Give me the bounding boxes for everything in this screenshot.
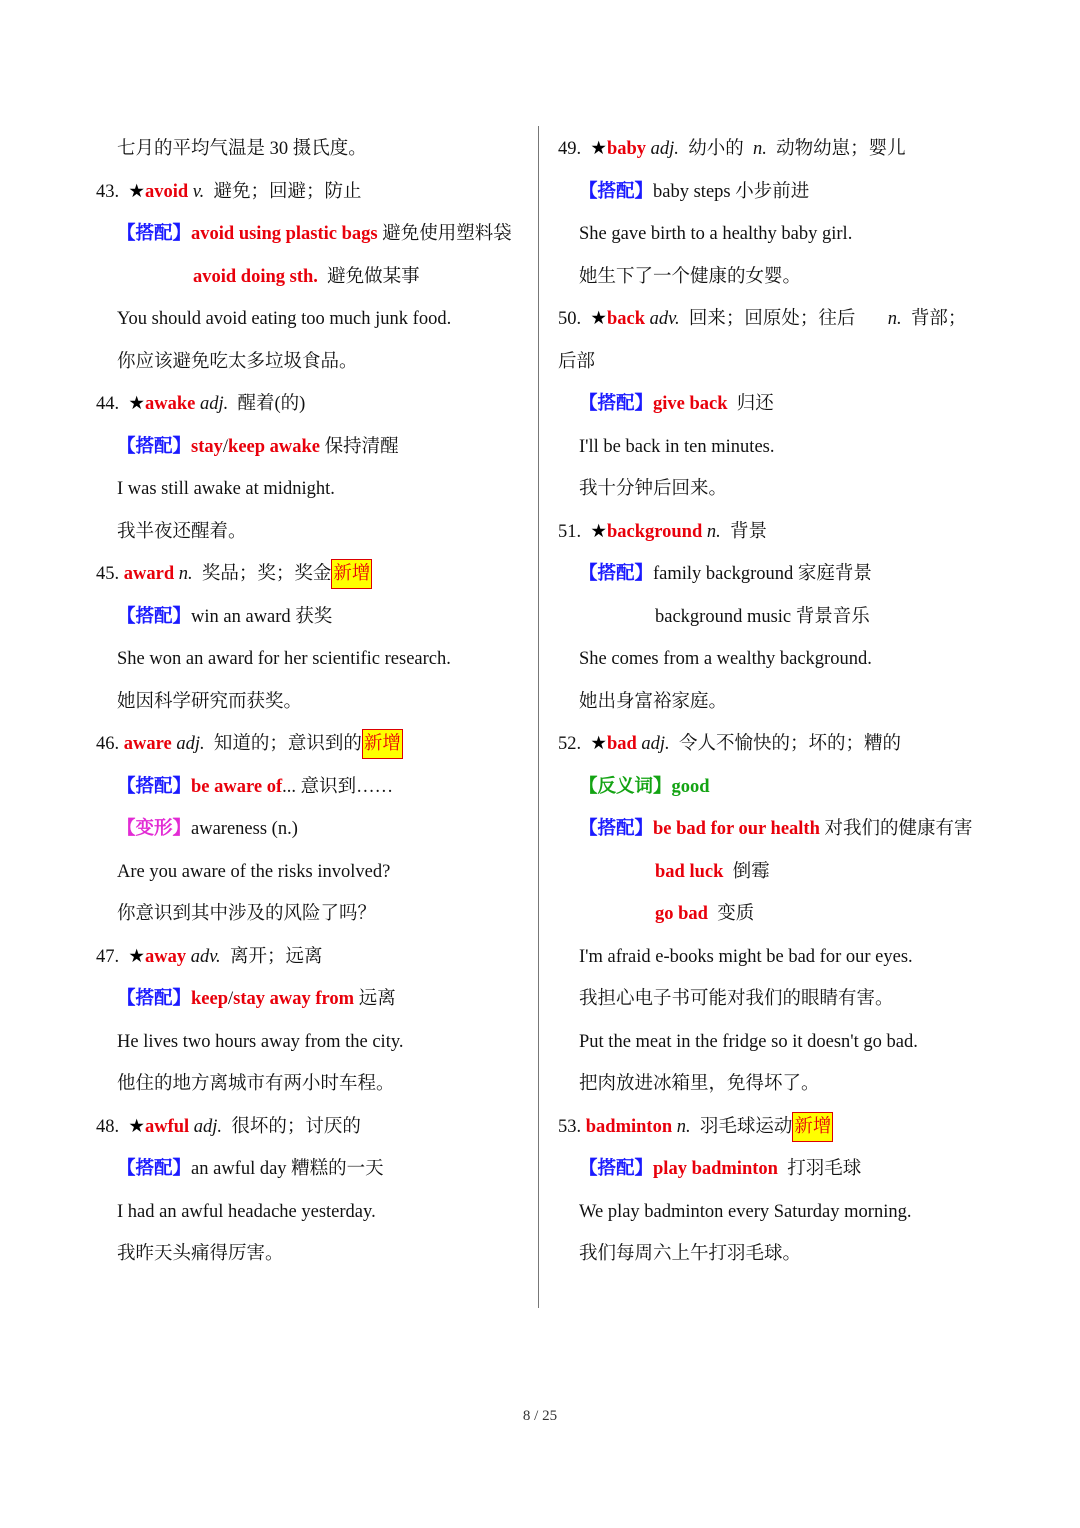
headword: awful [144, 1116, 190, 1137]
entry-52: 52. ★bad adj. 令人不愉快的；坏的；糟的 [558, 734, 901, 754]
entry-49: 49. ★baby adj. 幼小的 n. 动物幼崽；婴儿 [558, 139, 906, 159]
entry-45: 45. award n. 奖品；奖；奖金 新增 [96, 553, 528, 596]
headword: aware [123, 734, 172, 754]
entry-43: 43. ★avoid v. 避免；回避；防止 [96, 181, 362, 202]
example-sentence: Are you aware of the risks involved? [117, 861, 391, 882]
star-icon: ★ [128, 946, 145, 967]
antonym: 【反义词】good [579, 776, 710, 797]
example-translation: 七月的平均气温是 30 摄氏度。 [117, 139, 367, 159]
example-translation: 我们每周六上午打羽毛球。 [579, 1244, 802, 1264]
collocation: bad luck 倒霉 [655, 861, 770, 882]
example-translation: 我昨天头痛得厉害。 [117, 1244, 284, 1264]
example-sentence: You should avoid eating too much junk food. [117, 309, 452, 329]
entry-50: 50. ★back adv. 回来；回原处；往后 n. 背部； [558, 309, 967, 329]
example-translation: 你意识到其中涉及的风险了吗？ [117, 904, 377, 924]
collocation: 【搭配】be bad for our health 对我们的健康有害 [579, 819, 973, 839]
headword: baby [606, 139, 647, 159]
headword: bad [606, 734, 637, 754]
star-icon: ★ [590, 734, 607, 754]
collocation: background music 背景音乐 [655, 606, 870, 627]
collocation: 【搭配】be aware of... 意识到…… [117, 776, 394, 797]
star-icon: ★ [590, 309, 607, 329]
collocation: avoid doing sth. 避免做某事 [193, 266, 420, 287]
entry-51: 51. ★background n. 背景 [558, 521, 768, 542]
page-number: 8 / 25 [522, 1408, 558, 1424]
headword: away [144, 946, 187, 967]
example-sentence: I'll be back in ten minutes. [579, 436, 775, 457]
headword: award [123, 564, 175, 584]
collocation: 【搭配】baby steps 小步前进 [579, 181, 810, 202]
collocation: 【搭配】avoid using plastic bags 避免使用塑料袋 [117, 224, 512, 244]
right-column [558, 128, 990, 1276]
collocation: go bad 变质 [655, 904, 755, 924]
new-badge: 新增 [362, 729, 403, 759]
example-translation: 我担心电子书可能对我们的眼睛有害。 [579, 989, 894, 1009]
example-sentence: I'm afraid e-books might be bad for our eyes. [579, 946, 913, 967]
word-form: 【变形】awareness (n.) [117, 819, 298, 839]
headword: back [606, 309, 646, 329]
headword: background [606, 521, 703, 542]
new-badge: 新增 [792, 1112, 833, 1142]
star-icon: ★ [128, 394, 145, 414]
collocation: 【搭配】play badminton 打羽毛球 [579, 1159, 862, 1179]
example-sentence: He lives two hours away from the city. [117, 1031, 404, 1052]
star-icon: ★ [590, 139, 607, 159]
collocation: 【搭配】an awful day 糟糕的一天 [117, 1159, 384, 1179]
column-divider [538, 126, 539, 1308]
example-sentence: She comes from a wealthy background. [579, 649, 872, 669]
example-translation: 我十分钟后回来。 [579, 479, 728, 499]
collocation: 【搭配】give back 归还 [579, 394, 774, 414]
example-translation: 你应该避免吃太多垃圾食品。 [117, 351, 358, 372]
example-translation: 她生下了一个健康的女婴。 [579, 266, 802, 287]
example-translation: 她因科学研究而获奖。 [117, 691, 303, 712]
collocation: 【搭配】stay/keep awake 保持清醒 [117, 436, 399, 457]
example-sentence: She gave birth to a healthy baby girl. [579, 224, 853, 244]
entry-44: 44. ★awake adj. 醒着(的) [96, 394, 306, 414]
headword: awake [144, 394, 196, 414]
entry-47: 47. ★away adv. 离开；远离 [96, 946, 323, 967]
entry-46: 46. aware adj. 知道的；意识到的 新增 [96, 723, 528, 766]
collocation: 【搭配】family background 家庭背景 [579, 564, 872, 584]
example-translation: 他住的地方离城市有两小时车程。 [117, 1074, 395, 1094]
star-icon: ★ [128, 1116, 145, 1137]
star-icon: ★ [590, 521, 607, 542]
example-sentence: We play badminton every Saturday morning. [579, 1201, 912, 1222]
collocation: 【搭配】keep/stay away from 远离 [117, 989, 396, 1009]
headword: avoid [144, 181, 189, 202]
example-translation: 把肉放进冰箱里，免得坏了。 [579, 1074, 820, 1094]
example-sentence: I was still awake at midnight. [117, 479, 335, 499]
entry-48: 48. ★awful adj. 很坏的；讨厌的 [96, 1116, 361, 1137]
left-column [96, 128, 528, 1276]
entry-53: 53. badminton n. 羽毛球运动 新增 [558, 1106, 990, 1149]
example-translation: 她出身富裕家庭。 [579, 691, 728, 712]
example-sentence: Put the meat in the fridge so it doesn't go bad. [579, 1031, 918, 1052]
collocation: 【搭配】win an award 获奖 [117, 606, 333, 627]
example-sentence: She won an award for her scientific research. [117, 649, 451, 669]
example-translation: 我半夜还醒着。 [117, 521, 247, 542]
star-icon: ★ [128, 181, 145, 202]
headword: badminton [585, 1116, 673, 1137]
example-sentence: I had an awful headache yesterday. [117, 1201, 376, 1222]
new-badge: 新增 [331, 559, 372, 589]
definition-continuation: 后部 [558, 351, 596, 372]
